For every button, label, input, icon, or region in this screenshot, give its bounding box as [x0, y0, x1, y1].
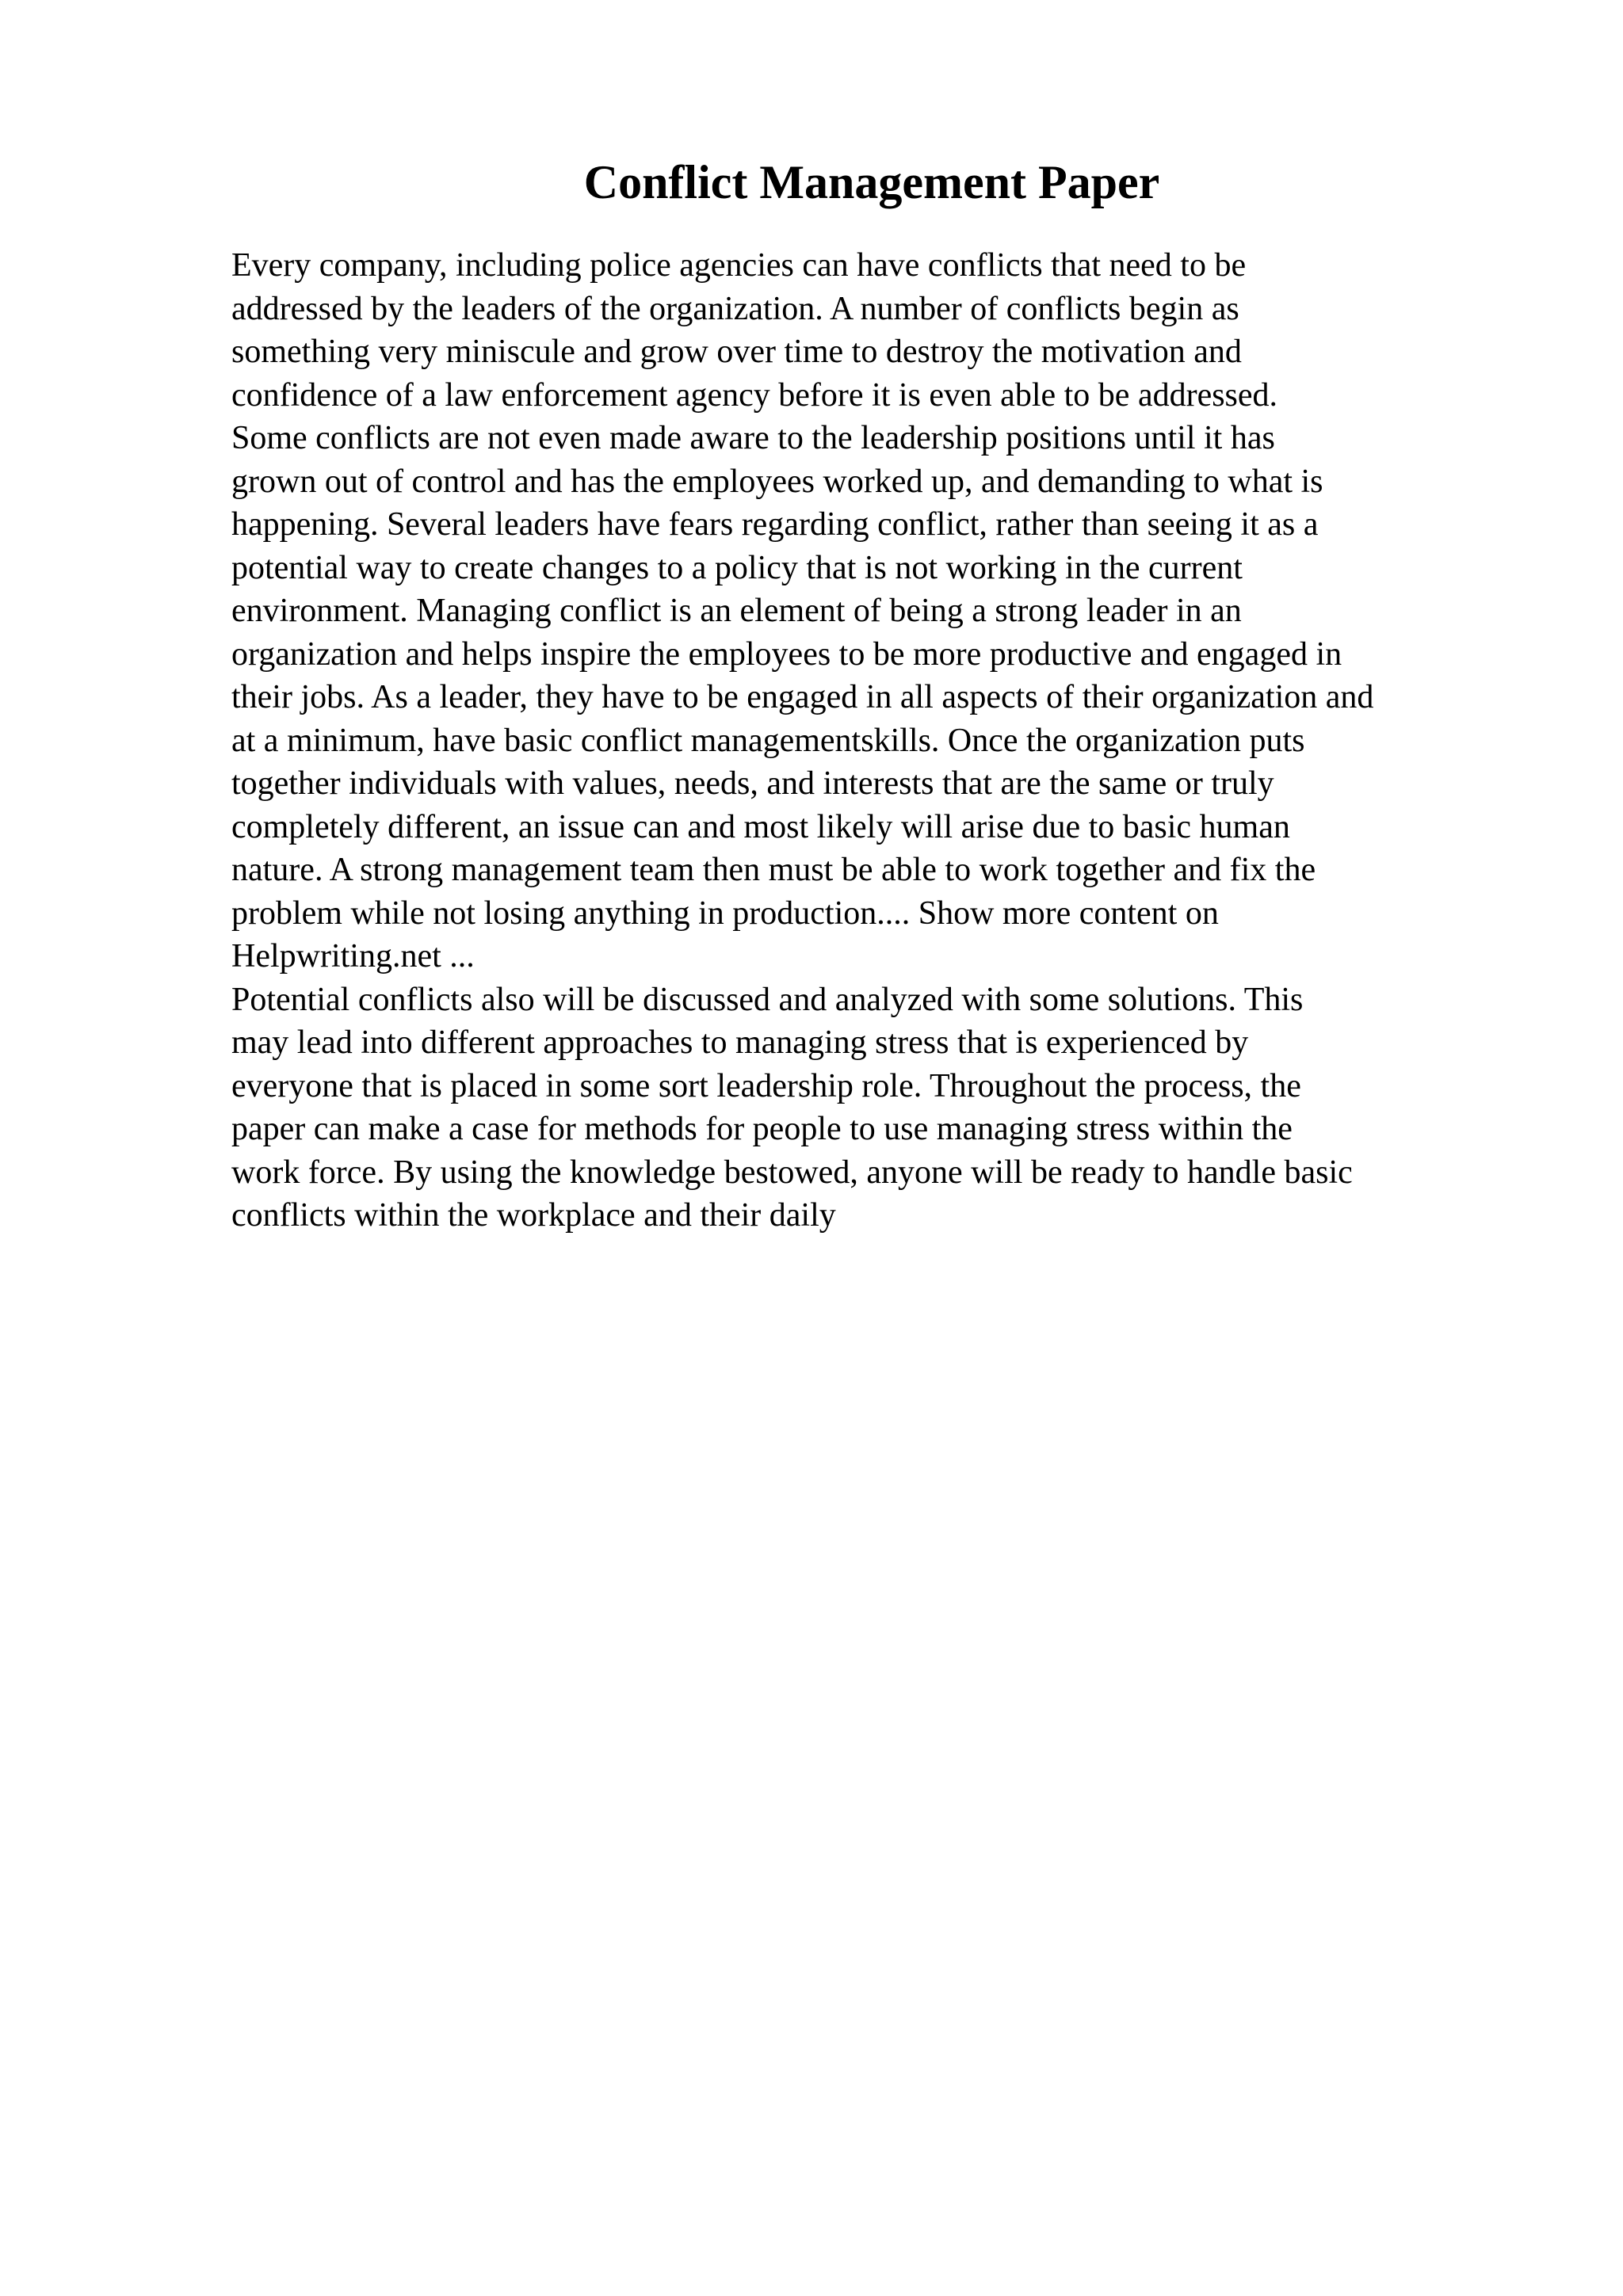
- text-line: organization and helps inspire the employees to be more productive and engaged in: [231, 635, 1342, 673]
- text-line: paper can make a case for methods for people to use managing stress within the: [231, 1111, 1293, 1147]
- text-line: grown out of control and has the employees worked up, and demanding to what is: [231, 463, 1323, 500]
- text-line: potential way to create changes to a policy that is not working in the current: [231, 549, 1243, 586]
- text-line: Potential conflicts also will be discussed and analyzed with some solutions. This: [231, 981, 1304, 1018]
- text-line: addressed by the leaders of the organization. A number of conflicts begin as: [231, 290, 1239, 327]
- text-line: Helpwriting.net ...: [231, 938, 475, 974]
- text-line: something very miniscule and grow over time to destroy the motivation and: [231, 334, 1242, 370]
- text-line: confidence of a law enforcement agency before it is even able to be addressed.: [231, 376, 1278, 414]
- text-line: environment. Managing conflict is an element of being a strong leader in an: [231, 593, 1242, 629]
- text-line: their jobs. As a leader, they have to be engaged in all aspects of their organization and: [231, 679, 1374, 715]
- text-line: happening. Several leaders have fears regarding conflict, rather than seeing it as a: [231, 506, 1319, 543]
- text-line: nature. A strong management team then must be able to work together and fix the: [231, 852, 1316, 888]
- body-text: [231, 244, 1623, 1238]
- text-line: everyone that is placed in some sort leadership role. Throughout the process, the: [231, 1067, 1301, 1104]
- text-line: completely different, an issue can and most likely will arise due to basic human: [231, 808, 1290, 845]
- text-line: conflicts within the workplace and their daily: [231, 1197, 836, 1234]
- text-line: Every company, including police agencies can have conflicts that need to be: [231, 247, 1247, 284]
- text-line: work force. By using the knowledge bestowed, anyone will be ready to handle basic: [231, 1154, 1353, 1191]
- text-line: at a minimum, have basic conflict managementskills. Once the organization puts: [231, 722, 1305, 759]
- text-line: together individuals with values, needs, and interests that are the same or truly: [231, 765, 1274, 802]
- page-title: Conflict Management Paper: [583, 156, 1160, 208]
- text-line: may lead into different approaches to managing stress that is experienced by: [231, 1024, 1249, 1061]
- text-line: problem while not losing anything in production.... Show more content on: [231, 894, 1219, 932]
- text-line: Some conflicts are not even made aware to the leadership positions until it has: [231, 420, 1275, 456]
